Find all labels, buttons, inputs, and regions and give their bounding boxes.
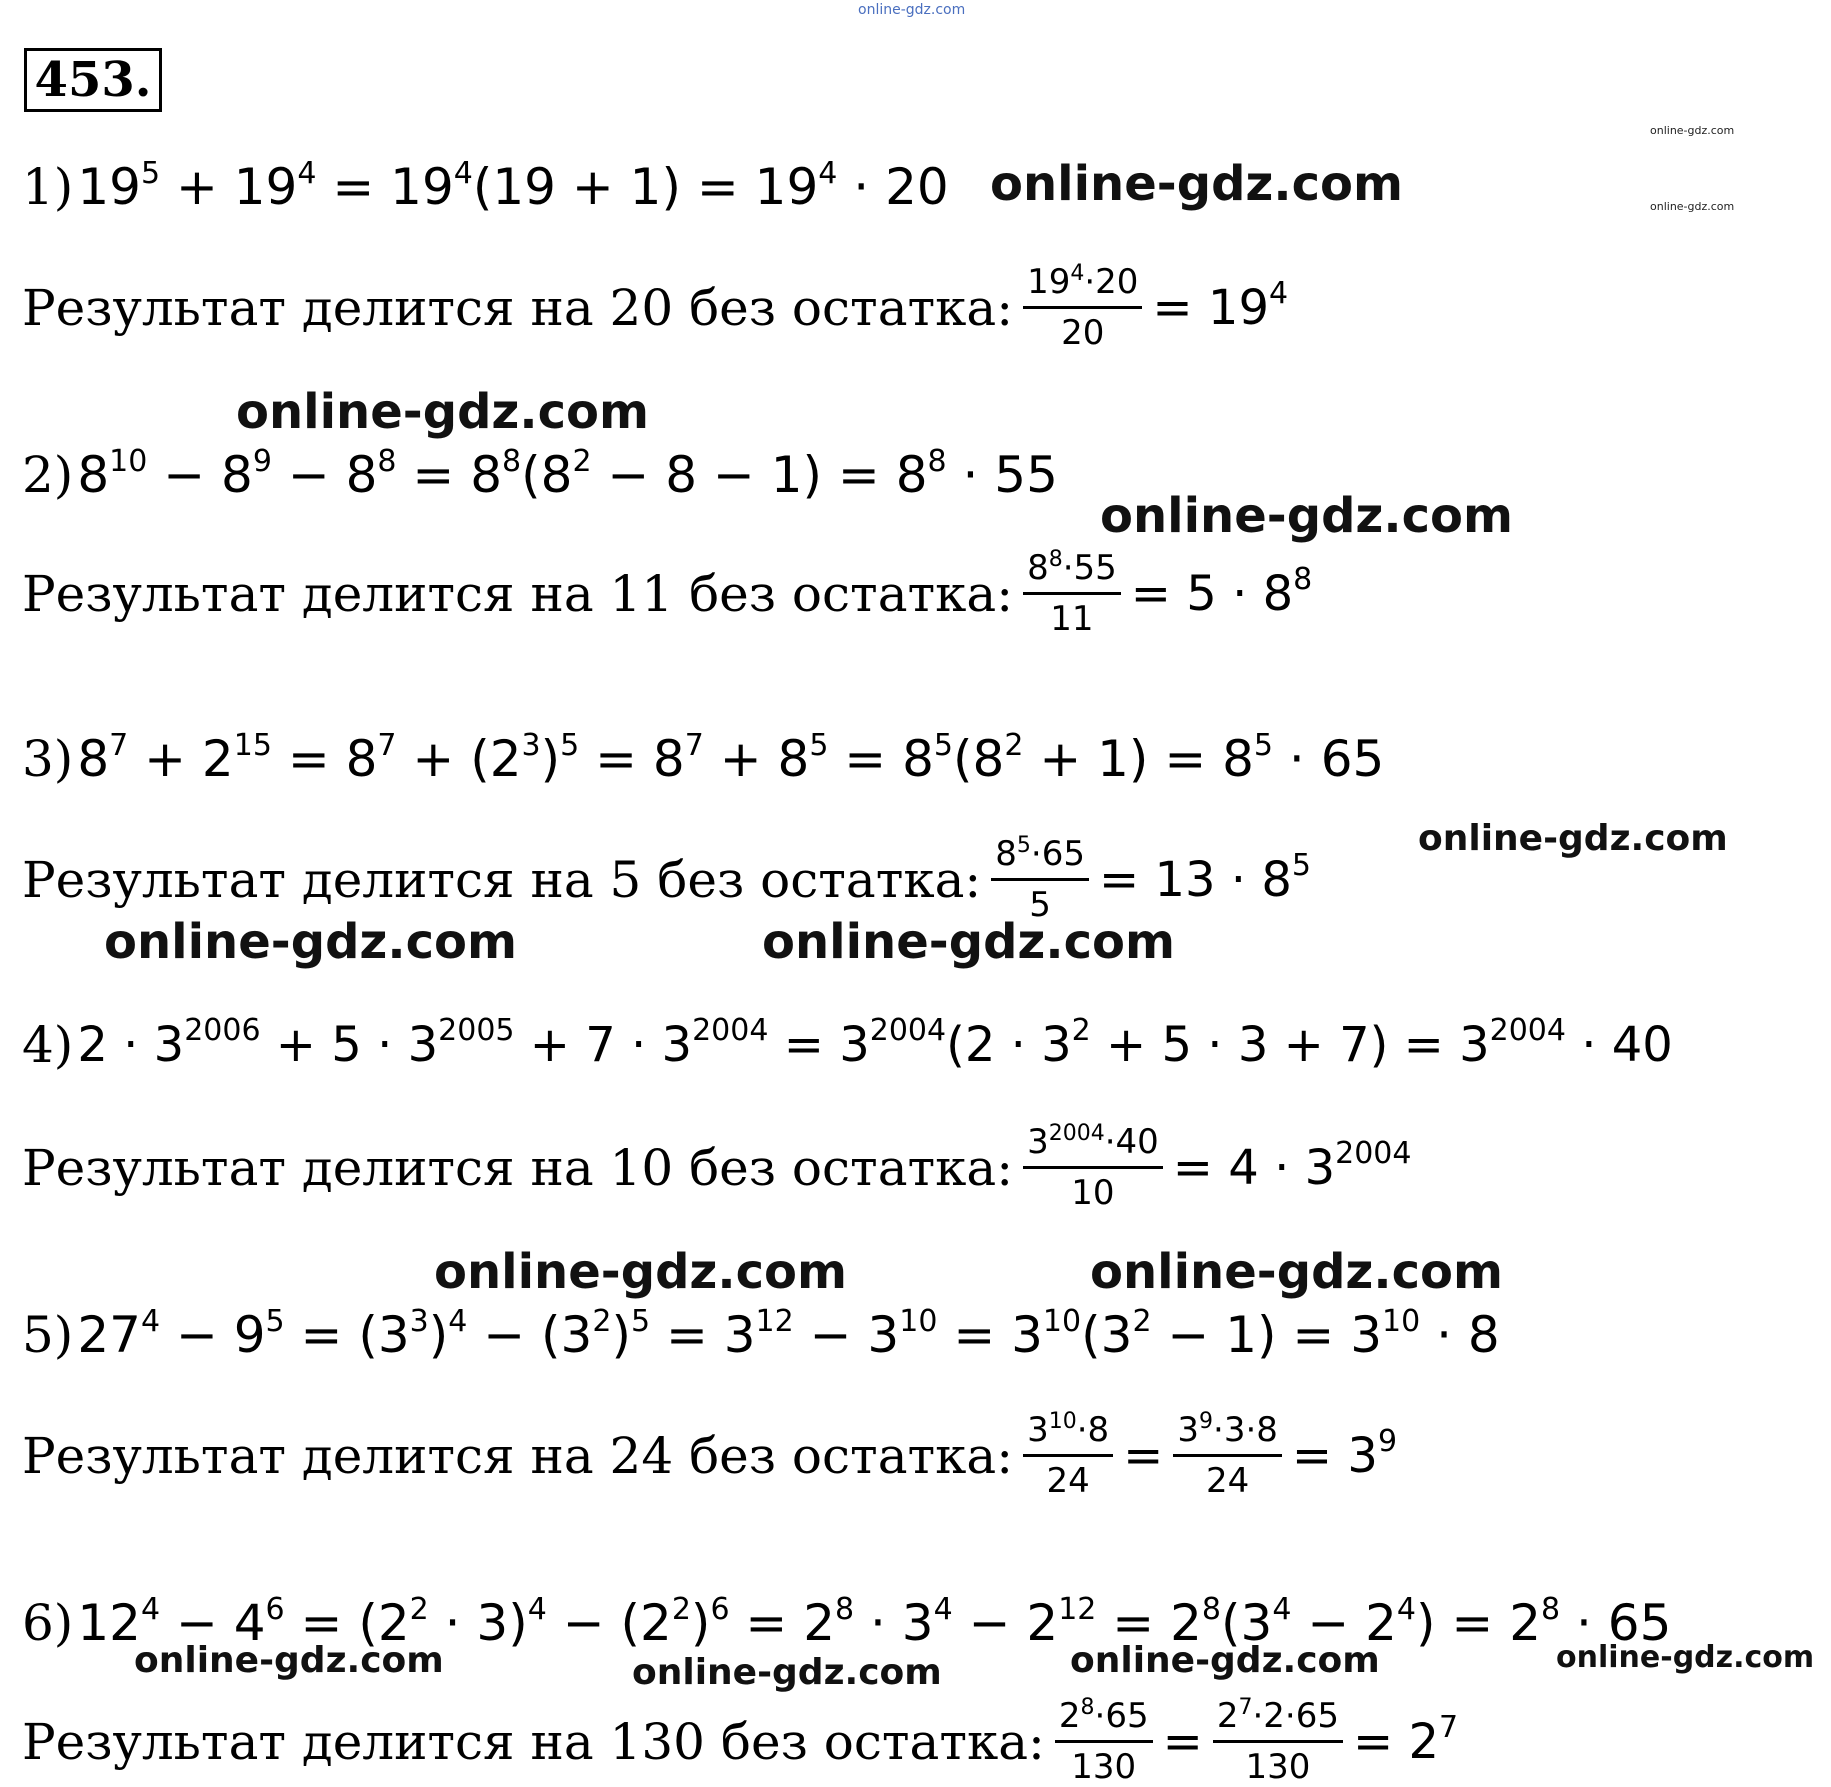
item-label-1: 1) [22,158,74,216]
result-3: Результат делится на 5 без остатка: $\frac{8^5\cdot 65}{5}$ = $13 \cdot 8^5$ [22,832,1311,925]
watermark-2a: online-gdz.com [236,384,650,440]
fraction-5b: $\frac{3^9\cdot 3\cdot 8}{24}$ [1173,1410,1282,1501]
equation-2: 2) $8^{10} - 8^9 - 8^8 = 8^8(8^2 - 8 - 1) = 8^8 \cdot 55$ [22,444,1058,504]
watermark-6a: online-gdz.com [134,1640,444,1681]
item-label-3: 3) [22,730,74,788]
divisor-4: 10 [609,1138,674,1197]
item-label-5: 5) [22,1306,74,1364]
item-label-2: 2) [22,446,74,504]
problem-number: 453. [24,48,162,112]
equation-4: 4) $2 \cdot 3^{2006} + 5 \cdot 3^{2005} + 7 \cdot 3^{2004} = 3^{2004}(2 \cdot 3^2 + 5 \cdot 3 + 7) = 3^{2004} \cdot 40$ [22,1013,1673,1074]
watermark-6c: online-gdz.com [1070,1640,1380,1681]
equation-6: 6) $12^4 - 4^6 = (2^2 \cdot 3)^4 - (2^2)^6 = 2^8 \cdot 3^4 - 2^{12} = 2^8(3^4 - 2^4) = 2^8 \cdot 65$ [22,1592,1672,1652]
result-2: Результат делится на 11 без остатка: $\frac{8^8\cdot 55}{11}$ = $5 \cdot 8^8$ [22,546,1313,639]
watermark-top: online-gdz.com [858,2,966,18]
divisor-6: 130 [609,1712,705,1771]
divisor-3: 5 [609,850,642,909]
watermark-5b: online-gdz.com [1090,1244,1504,1300]
watermark-6d: online-gdz.com [1556,1640,1815,1675]
divisor-1: 20 [609,278,674,337]
watermark-6b: online-gdz.com [632,1652,942,1693]
item-label-4: 4) [22,1016,74,1074]
watermark-3a: online-gdz.com [1418,818,1728,859]
fraction-6b: $\frac{2^7\cdot 2\cdot 65}{130}$ [1213,1696,1343,1787]
result-5: Результат делится на 24 без остатка: $\frac{3^{10}\cdot 8}{24}$ = $\frac{3^9\cdot 3\cdot 8}{24}$ = $3^9$ [22,1408,1398,1501]
watermark-5a: online-gdz.com [434,1244,848,1300]
watermark-3b: online-gdz.com [104,914,518,970]
divisor-5: 24 [609,1426,674,1485]
fraction-4: $\frac{3^{2004}\cdot 40}{10}$ [1023,1122,1163,1213]
result-4: Результат делится на 10 без остатка: $\frac{3^{2004}\cdot 40}{10}$ = $4 \cdot 3^{2004}$ [22,1120,1412,1213]
result-6: Результат делится на 130 без остатка: $\frac{2^8\cdot 65}{130}$ = $\frac{2^7\cdot 2\cdot 65}{130}$ = $2^7$ [22,1694,1459,1787]
equation-3: 3) $8^7 + 2^{15} = 8^7 + (2^3)^5 = 8^7 + 8^5 = 8^5(8^2 + 1) = 8^5 \cdot 65$ [22,728,1385,788]
result-prefix: Результат делится на [22,278,594,337]
result-suffix: без остатка: [689,278,1014,337]
watermark-small-1: online-gdz.com [1650,124,1735,137]
watermark-small-2: online-gdz.com [1650,200,1735,213]
watermark-3c: online-gdz.com [762,914,1176,970]
equation-5: 5) $27^4 - 9^5 = (3^3)^4 - (3^2)^5 = 3^{12} - 3^{10} = 3^{10}(3^2 - 1) = 3^{10} \cdot 8$ [22,1304,1500,1364]
fraction-2: $\frac{8^8\cdot 55}{11}$ [1023,548,1121,639]
result-1: Результат делится на 20 без остатка: $\frac{19^4\cdot 20}{20}$ = $19^4$ [22,260,1289,353]
fraction-5a: $\frac{3^{10}\cdot 8}{24}$ [1023,1410,1113,1501]
divisor-2: 11 [609,564,674,623]
fraction-1: $\frac{19^4\cdot 20}{20}$ [1023,262,1142,353]
fraction-6a: $\frac{2^8\cdot 65}{130}$ [1055,1696,1153,1787]
watermark-2b: online-gdz.com [1100,488,1514,544]
item-label-6: 6) [22,1594,74,1652]
watermark-1: online-gdz.com [990,156,1404,212]
equation-1: 1) $19^5 + 19^4 = 19^4(19 + 1) = 19^4 \cdot 20$ [22,156,949,216]
fraction-3: $\frac{8^5\cdot 65}{5}$ [991,834,1089,925]
